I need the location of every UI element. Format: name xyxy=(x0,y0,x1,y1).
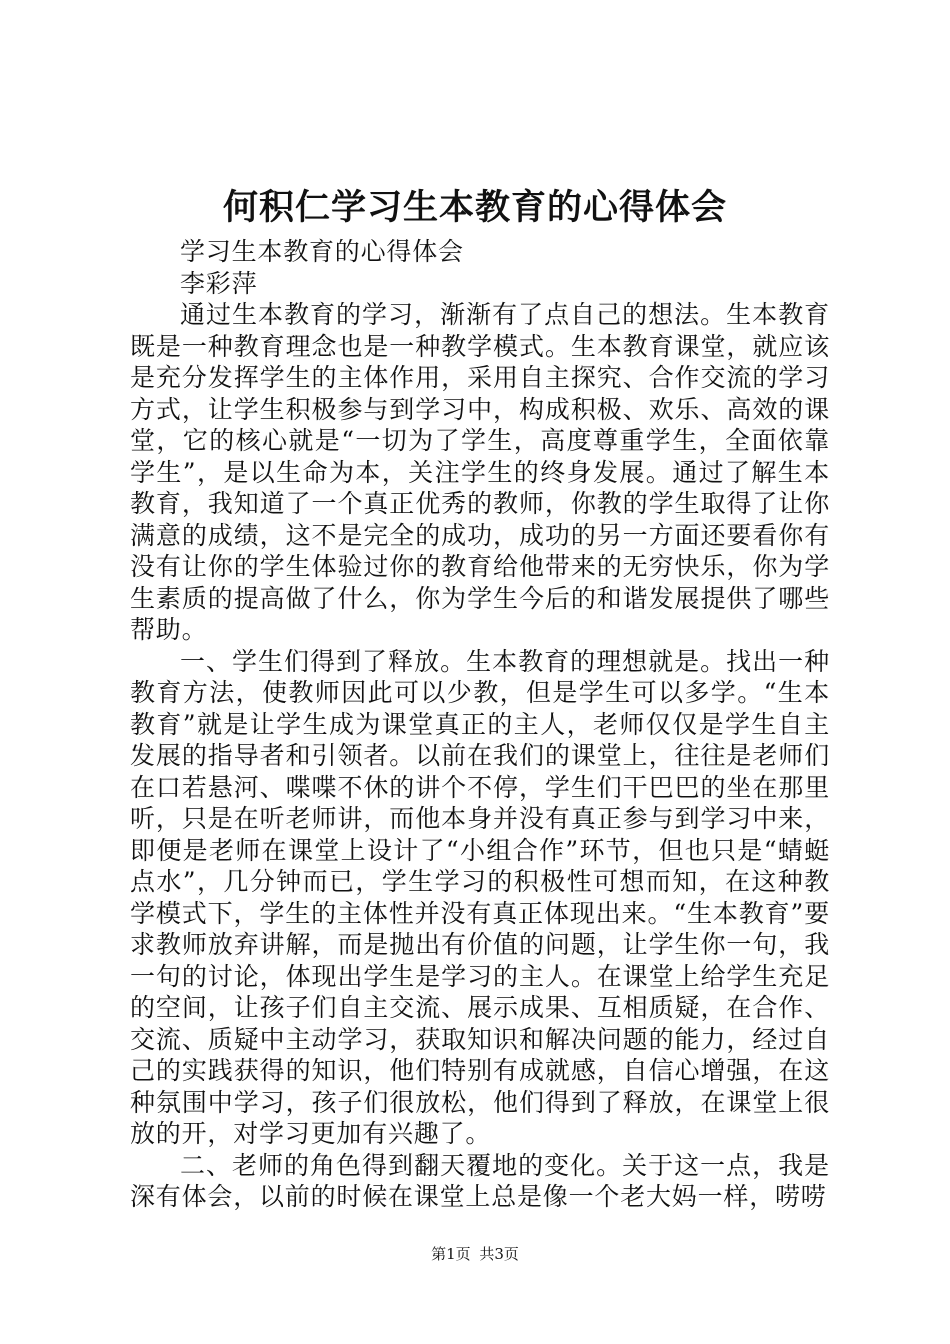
subtitle-line: 学习生本教育的心得体会 xyxy=(180,237,464,266)
page-number: 第1页 xyxy=(431,1245,471,1263)
page-footer xyxy=(0,1244,950,1264)
paragraph-section-one: 一、学生们得到了释放。生本教育的理想就是。找出一种教育方法，使教师因此可以少教，但是学生可以多学。“生本教育”就是让学生成为课堂真正的主人，老师仅仅是学生自主发展的指导者和引领者。以前在我们的课堂上，往往是老师们在口若悬河、喋喋不休的讲个不停，学生们干巴巴的坐在那里听，只是在听老师讲，而他本身并没有真正参与到学习中来，即便是老师在课堂上设计了“小组合作”环节，但也只是“蜻蜓点水”，几分钟而已，学生学习的积极性可想而知，在这种教学模式下，学生的主体性并没有真正体现出来。“生本教育”要求教师放弃讲解，而是抛出有价值的问题，让学生你一句，我一句的讨论，体现出学生是学习的主人。在课堂上给学生充足的空间，让孩子们自主交流、展示成果、互相质疑，在合作、交流、质疑中主动学习，获取知识和解决问题的能力，经过自己的实践获得的知识，他们特别有成就感，自信心增强，在这种氛围中学习，孩子们很放松，他们得到了释放，在课堂上很放的开，对学习更加有兴趣了。 xyxy=(130,646,830,1148)
paragraph-intro: 通过生本教育的学习，渐渐有了点自己的想法。生本教育既是一种教育理念也是一种教学模式。生本教育课堂，就应该是充分发挥学生的主体作用，采用自主探究、合作交流的学习方式，让学生积极参与到学习中，构成积极、欢乐、高效的课堂，它的核心就是“一切为了学生，高度尊重学生，全面依靠学生”，是以生命为本，关注学生的终身发展。通过了解生本教育，我知道了一个真正优秀的教师，你教的学生取得了让你满意的成绩，这不是完全的成功，成功的另一方面还要看你有没有让你的学生体验过你的教育给他带来的无穷快乐，你为学生素质的提高做了什么，你为学生今后的和谐发展提供了哪些帮助。 xyxy=(130,300,830,644)
paragraph-section-two: 二、老师的角色得到翻天覆地的变化。关于这一点，我是深有体会，以前的时候在课堂上总是像一个老大妈一样，唠唠 xyxy=(130,1150,830,1211)
document-title: 何积仁学习生本教育的心得体会 xyxy=(222,188,727,228)
page-total: 共3页 xyxy=(479,1245,519,1263)
document-body xyxy=(130,236,830,1213)
author-line: 李彩萍 xyxy=(180,268,258,298)
